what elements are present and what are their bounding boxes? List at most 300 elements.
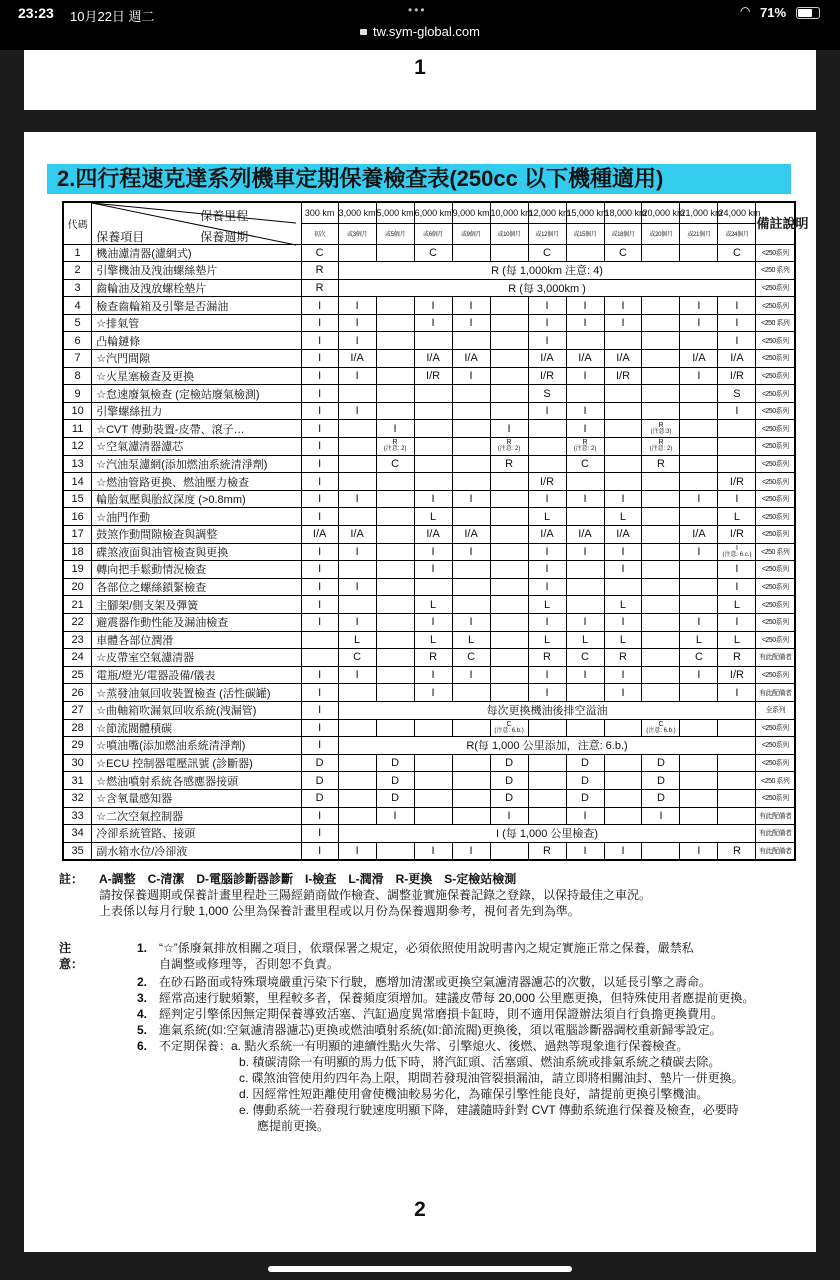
note-number: 1.: [137, 941, 148, 955]
row-code: 5: [63, 314, 92, 332]
table-row: [63, 737, 795, 755]
row-code: 18: [63, 543, 92, 561]
row-code: 32: [63, 789, 92, 807]
cell-note: (注意: 2): [497, 446, 521, 453]
row-cell: I: [718, 561, 756, 579]
row-cell: [452, 244, 490, 262]
row-code: 8: [63, 367, 92, 385]
row-cell: S: [528, 385, 566, 403]
row-cell: L: [718, 596, 756, 614]
row-item: 轉向把手鬆動情況檢查: [92, 561, 301, 579]
row-cell: I: [566, 613, 604, 631]
table-row: [63, 578, 795, 596]
row-cell: [338, 789, 376, 807]
row-cell: I: [718, 684, 756, 702]
document-page-1: [24, 50, 816, 110]
row-cell: [452, 719, 490, 737]
table-row: [63, 262, 795, 280]
row-cell: I: [566, 297, 604, 315]
row-cell: L: [604, 596, 642, 614]
row-cell: [452, 385, 490, 403]
row-cell: D: [566, 789, 604, 807]
battery-percent: 71%: [760, 5, 787, 20]
row-remark: 有此配備者: [756, 807, 795, 825]
legend-line: 請按保養週期或保養計畫里程赴三陽經銷商做作檢查、調整並實施保養記錄之登錄，以保持最佳之車況。: [99, 888, 652, 902]
row-cell: I: [301, 473, 338, 491]
row-cell: I: [604, 684, 642, 702]
row-cell: [718, 789, 756, 807]
row-cell: [376, 684, 414, 702]
table-row: [63, 455, 795, 473]
maintenance-table: [62, 201, 809, 861]
row-cell: [680, 244, 718, 262]
row-cell: I: [452, 543, 490, 561]
row-cell: [604, 402, 642, 420]
legend-heading: 註：: [59, 872, 84, 886]
row-cell: I: [301, 666, 338, 684]
table-row: [63, 649, 795, 667]
row-item: ☆燃油噴射系統各感應器接頭: [92, 772, 301, 790]
row-cell: I: [338, 314, 376, 332]
row-cell: [642, 438, 680, 456]
row-cell: I: [338, 402, 376, 420]
row-cell: [642, 666, 680, 684]
row-remark: <250系列: [756, 332, 795, 350]
row-merged-cell: R(每 1,000 公里添加，注意: 6.b.): [338, 737, 756, 755]
table-row: [63, 297, 795, 315]
row-cell: D: [566, 772, 604, 790]
row-cell: [680, 385, 718, 403]
table-row: [63, 420, 795, 438]
row-item: 各部位之螺絲鎖緊檢查: [92, 578, 301, 596]
row-item: 機油濾清器(濾網式): [92, 244, 301, 262]
row-cell: I: [301, 825, 338, 843]
row-cell: D: [490, 772, 528, 790]
row-cell: C: [566, 649, 604, 667]
header-km: 6,000 km: [414, 202, 452, 223]
row-code: 16: [63, 508, 92, 526]
row-cell: I: [301, 455, 338, 473]
row-cell: [566, 578, 604, 596]
row-cell: C: [566, 455, 604, 473]
table-row: [63, 596, 795, 614]
row-cell: [376, 490, 414, 508]
table-row: [63, 279, 795, 297]
row-item: ☆含氧量感知器: [92, 789, 301, 807]
row-cell: I: [566, 420, 604, 438]
more-dots-icon[interactable]: •••: [408, 3, 427, 17]
table-row: [63, 719, 795, 737]
row-remark: <250系列: [756, 789, 795, 807]
row-item: ☆燃油管路更換、燃油壓力檢查: [92, 473, 301, 491]
row-cell: [680, 596, 718, 614]
row-remark: <250系列: [756, 438, 795, 456]
address-bar[interactable]: [0, 24, 840, 39]
row-remark: <250系列: [756, 455, 795, 473]
row-cell: I: [301, 438, 338, 456]
row-cell: [338, 561, 376, 579]
row-cell: [338, 772, 376, 790]
row-cell: I: [528, 490, 566, 508]
header-km: 24,000 km: [718, 202, 756, 223]
row-cell: R: [301, 279, 338, 297]
row-cell: I: [452, 613, 490, 631]
row-cell: L: [414, 508, 452, 526]
row-cell: [338, 473, 376, 491]
row-cell: D: [301, 772, 338, 790]
row-cell: [566, 438, 604, 456]
row-cell: I/R: [604, 367, 642, 385]
row-cell: [642, 526, 680, 544]
row-cell: [642, 297, 680, 315]
header-period-cell: 或18個月: [604, 223, 642, 244]
row-cell: [376, 367, 414, 385]
row-cell: [452, 420, 490, 438]
row-remark: 有此配備者: [756, 684, 795, 702]
row-cell: I: [604, 613, 642, 631]
row-cell: [566, 719, 604, 737]
row-cell: I/A: [604, 526, 642, 544]
row-cell: I: [566, 842, 604, 860]
row-remark: <250系列: [756, 244, 795, 262]
row-cell: [490, 684, 528, 702]
cell-note: (注意: 2): [649, 446, 673, 453]
row-cell: [338, 754, 376, 772]
table-row: [63, 244, 795, 262]
row-cell: D: [490, 789, 528, 807]
row-remark: <250系列: [756, 402, 795, 420]
row-cell: [642, 350, 680, 368]
row-code: 9: [63, 385, 92, 403]
row-cell: I: [301, 332, 338, 350]
row-item: 輪胎氣壓與胎紋深度 (>0.8mm): [92, 490, 301, 508]
row-code: 6: [63, 332, 92, 350]
status-date: 10月22日 週二: [70, 9, 155, 24]
row-cell: I: [566, 666, 604, 684]
row-item: ☆汽門間隙: [92, 350, 301, 368]
row-cell: [642, 631, 680, 649]
row-cell: [490, 508, 528, 526]
table-row: [63, 350, 795, 368]
row-cell: L: [718, 508, 756, 526]
row-cell: [376, 842, 414, 860]
header-period-cell: 或5個月: [376, 223, 414, 244]
row-code: 24: [63, 649, 92, 667]
row-code: 23: [63, 631, 92, 649]
row-remark: <250系列: [756, 490, 795, 508]
row-cell: [414, 772, 452, 790]
row-cell: [528, 772, 566, 790]
row-cell: I/A: [680, 350, 718, 368]
row-remark: <250 系列: [756, 772, 795, 790]
status-time: 23:23: [18, 5, 54, 21]
row-cell: [490, 561, 528, 579]
row-code: 3: [63, 279, 92, 297]
cell-mark: I: [735, 544, 738, 552]
row-cell: [452, 332, 490, 350]
row-cell: I: [680, 543, 718, 561]
row-cell: [338, 385, 376, 403]
header-mileage: 保養里程: [200, 209, 249, 223]
row-item: 齒輪油及洩放螺栓墊片: [92, 279, 301, 297]
row-cell: [452, 789, 490, 807]
row-code: 30: [63, 754, 92, 772]
row-cell: [490, 490, 528, 508]
row-cell: I: [718, 402, 756, 420]
row-cell: [566, 596, 604, 614]
cell-mark: R: [582, 439, 588, 447]
row-code: 20: [63, 578, 92, 596]
row-cell: L: [718, 631, 756, 649]
row-code: 1: [63, 244, 92, 262]
row-cell: I: [642, 807, 680, 825]
note-number: 4.: [137, 1007, 148, 1021]
row-cell: I/A: [680, 526, 718, 544]
row-cell: [604, 385, 642, 403]
row-cell: I: [718, 297, 756, 315]
row-cell: [452, 438, 490, 456]
row-cell: [490, 649, 528, 667]
row-cell: [376, 332, 414, 350]
row-remark: <250系列: [756, 420, 795, 438]
row-cell: I: [414, 490, 452, 508]
row-cell: [604, 420, 642, 438]
row-remark: 有此配備者: [756, 825, 795, 843]
row-cell: I/R: [718, 526, 756, 544]
row-cell: I: [301, 543, 338, 561]
row-cell: D: [490, 754, 528, 772]
row-cell: I: [376, 420, 414, 438]
row-remark: <250 系列: [756, 314, 795, 332]
row-cell: D: [642, 772, 680, 790]
maintenance-table-body: [63, 244, 795, 860]
url-text: tw.sym-global.com: [373, 24, 480, 39]
row-cell: [642, 420, 680, 438]
row-cell: [604, 807, 642, 825]
row-cell: [452, 596, 490, 614]
table-row: [63, 754, 795, 772]
row-cell: I/R: [528, 473, 566, 491]
row-cell: [452, 402, 490, 420]
row-cell: [680, 455, 718, 473]
row-cell: [490, 666, 528, 684]
row-cell: I: [566, 402, 604, 420]
header-period-cell: 或24個月: [718, 223, 756, 244]
row-remark: <250系列: [756, 526, 795, 544]
row-cell: [680, 561, 718, 579]
row-cell: [376, 578, 414, 596]
header-km: 20,000 km: [642, 202, 680, 223]
row-cell: [452, 807, 490, 825]
row-cell: [642, 508, 680, 526]
row-cell: [604, 473, 642, 491]
row-remark: <250系列: [756, 279, 795, 297]
row-cell: C: [528, 244, 566, 262]
row-cell: [566, 684, 604, 702]
note-text: 經常高速行駛頻繁，里程較多者，保養頻度須增加。建議皮帶每 20,000 公里應更換，但特殊使用者應提前更換。: [159, 991, 755, 1005]
header-km: 15,000 km: [566, 202, 604, 223]
row-cell: I: [338, 297, 376, 315]
row-cell: I/R: [718, 367, 756, 385]
row-cell: I: [414, 543, 452, 561]
note-number: 5.: [137, 1023, 148, 1037]
row-cell: I: [528, 613, 566, 631]
row-cell: [452, 508, 490, 526]
lock-icon: [360, 29, 367, 35]
cell-note: (注意: 2): [573, 446, 597, 453]
row-cell: I: [301, 420, 338, 438]
row-cell: [338, 807, 376, 825]
row-cell: [680, 789, 718, 807]
row-cell: R: [642, 455, 680, 473]
row-cell: [680, 473, 718, 491]
row-cell: [604, 578, 642, 596]
header-period-cell: 或12個月: [528, 223, 566, 244]
row-item: 主腳架/側支架及彈簧: [92, 596, 301, 614]
row-remark: <250系列: [756, 613, 795, 631]
table-row: [63, 473, 795, 491]
header-period-cell: 或3個月: [338, 223, 376, 244]
row-cell: [680, 420, 718, 438]
battery-icon: [796, 7, 820, 19]
row-cell: [376, 526, 414, 544]
row-cell: [490, 631, 528, 649]
row-cell: I: [680, 314, 718, 332]
row-cell: [414, 578, 452, 596]
row-cell: [376, 596, 414, 614]
row-remark: <250系列: [756, 367, 795, 385]
row-cell: I/A: [604, 350, 642, 368]
note-subitem: c. 碟煞油管使用約四年為上限，期間若發現油管裂損漏油，請立即將相關油封、墊片一併更換。: [239, 1071, 744, 1085]
row-cell: I: [680, 297, 718, 315]
row-cell: I: [301, 297, 338, 315]
row-cell: [376, 297, 414, 315]
row-cell: [528, 719, 566, 737]
row-cell: I/A: [718, 350, 756, 368]
row-remark: 全系列: [756, 701, 795, 719]
row-cell: I/A: [414, 350, 452, 368]
row-cell: L: [680, 631, 718, 649]
row-cell: I: [718, 613, 756, 631]
row-remark: <250系列: [756, 666, 795, 684]
row-cell: [490, 578, 528, 596]
row-code: 13: [63, 455, 92, 473]
row-item: ☆節流閥體積碳: [92, 719, 301, 737]
row-cell: [490, 526, 528, 544]
row-cell: I: [528, 684, 566, 702]
header-period: 保養週期: [200, 230, 249, 244]
row-cell: I: [338, 490, 376, 508]
row-cell: [718, 455, 756, 473]
row-cell: I: [414, 297, 452, 315]
header-period-cell: 或9個月: [452, 223, 490, 244]
row-code: 22: [63, 613, 92, 631]
row-cell: [338, 438, 376, 456]
row-cell: C: [414, 244, 452, 262]
battery-fill: [798, 9, 812, 17]
row-cell: I: [604, 297, 642, 315]
row-cell: D: [376, 754, 414, 772]
header-km: 300 km: [301, 202, 338, 223]
table-row: [63, 613, 795, 631]
row-cell: [490, 719, 528, 737]
row-cell: [376, 350, 414, 368]
note-number: 6.: [137, 1039, 148, 1053]
row-cell: [414, 332, 452, 350]
row-cell: I: [301, 490, 338, 508]
row-item: 鼓煞作動間隙檢查與調整: [92, 526, 301, 544]
row-cell: [642, 719, 680, 737]
row-cell: [376, 613, 414, 631]
note-text: 在砂石路面或特殊環境嚴重污染下行駛，應增加清潔或更換空氣濾清器濾芯的次數，以延長引擎之壽命。: [159, 975, 712, 989]
header-km: 12,000 km: [528, 202, 566, 223]
cell-note: (注意: 6.c.): [722, 551, 752, 558]
row-cell: [642, 578, 680, 596]
row-cell: [718, 772, 756, 790]
row-cell: D: [376, 772, 414, 790]
row-cell: [566, 332, 604, 350]
row-cell: [680, 332, 718, 350]
note-subitem: d. 因經常性短距離使用會使機油較易劣化，為確保引擎性能良好，請提前更換引擎機油。: [239, 1087, 709, 1101]
row-item: ☆火星塞檢查及更換: [92, 367, 301, 385]
row-cell: [376, 666, 414, 684]
row-cell: [566, 385, 604, 403]
row-cell: [338, 684, 376, 702]
row-cell: [452, 473, 490, 491]
row-item: 檢查齒輪箱及引擎是否漏油: [92, 297, 301, 315]
row-cell: I: [490, 420, 528, 438]
header-period-cell: 或15個月: [566, 223, 604, 244]
home-indicator[interactable]: [268, 1266, 572, 1272]
row-cell: I: [680, 367, 718, 385]
row-cell: [718, 719, 756, 737]
row-item: ☆油門作動: [92, 508, 301, 526]
row-cell: I/R: [718, 473, 756, 491]
row-cell: [452, 754, 490, 772]
row-cell: L: [566, 631, 604, 649]
row-cell: I: [301, 367, 338, 385]
row-cell: [414, 455, 452, 473]
cell-note: (注意:3): [650, 428, 672, 435]
row-cell: I: [452, 314, 490, 332]
row-cell: [376, 244, 414, 262]
row-remark: <250系列: [756, 596, 795, 614]
row-remark: <250系列: [756, 508, 795, 526]
row-cell: R: [718, 842, 756, 860]
row-cell: [414, 807, 452, 825]
row-cell: [680, 578, 718, 596]
row-cell: [528, 455, 566, 473]
row-cell: [338, 508, 376, 526]
row-cell: [376, 473, 414, 491]
row-code: 14: [63, 473, 92, 491]
row-cell: C: [376, 455, 414, 473]
row-cell: [414, 473, 452, 491]
table-row: [63, 842, 795, 860]
row-cell: I: [338, 666, 376, 684]
row-cell: [528, 789, 566, 807]
row-item: 副水箱水位/冷卻液: [92, 842, 301, 860]
cell-note: (注意: 6.b.): [494, 727, 524, 734]
row-cell: [376, 719, 414, 737]
row-cell: [490, 350, 528, 368]
row-cell: I: [338, 332, 376, 350]
row-item: 避震器作動性能及漏油檢查: [92, 613, 301, 631]
row-cell: R: [301, 262, 338, 280]
table-row: [63, 508, 795, 526]
row-cell: [414, 385, 452, 403]
row-cell: I/A: [452, 350, 490, 368]
